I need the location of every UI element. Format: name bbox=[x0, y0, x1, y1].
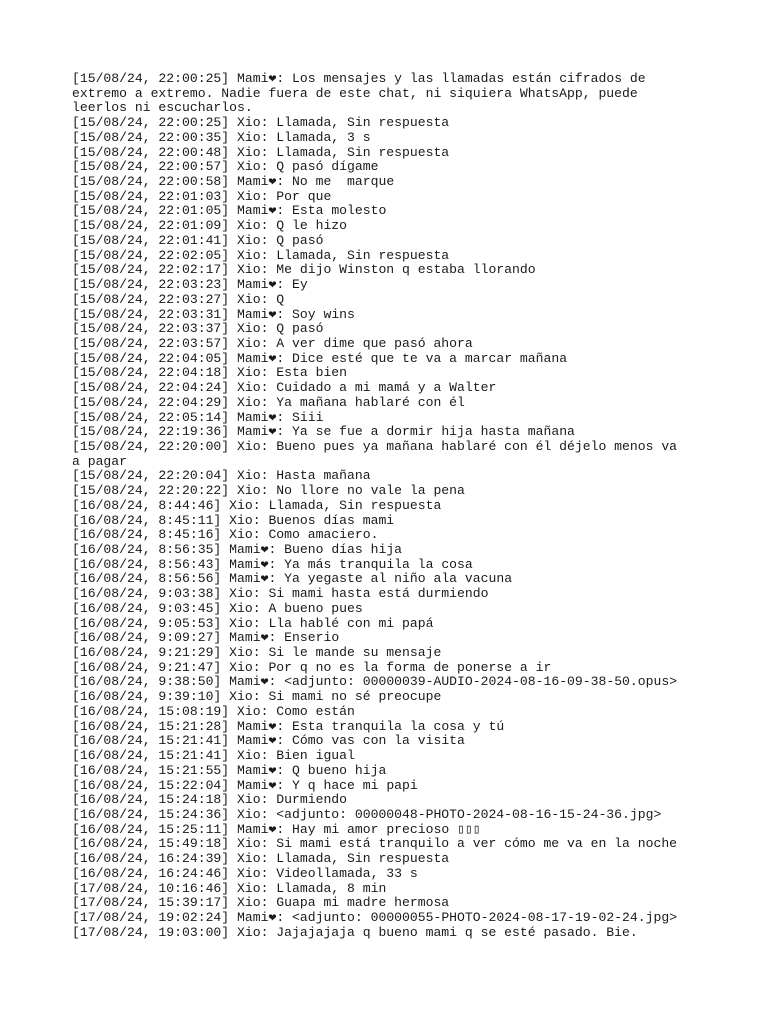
chat-message-line: [16/08/24, 15:24:18] Xio: Durmiendo bbox=[72, 792, 348, 808]
chat-message-line: [16/08/24, 8:56:56] Mami❤: Ya yegaste al niño ala vacuna bbox=[72, 571, 513, 587]
chat-message-line: [16/08/24, 8:45:11] Xio: Buenos días mami bbox=[72, 512, 395, 528]
chat-message-line: [16/08/24, 9:03:45] Xio: A bueno pues bbox=[72, 600, 363, 616]
chat-message-line: [16/08/24, 9:21:29] Xio: Si le mande su mensaje bbox=[72, 645, 442, 661]
chat-message-line: [16/08/24, 8:45:16] Xio: Como amaciero. bbox=[72, 527, 379, 543]
chat-message-line: [16/08/24, 8:56:43] Mami❤: Ya más tranquila la cosa bbox=[72, 556, 473, 572]
chat-message-line: [15/08/24, 22:20:00] Xio: Bueno pues ya mañana hablaré con él déjelo menos va a pagar bbox=[72, 438, 685, 469]
chat-message-line: [16/08/24, 15:25:11] Mami❤: Hay mi amor precioso ▯▯▯ bbox=[72, 821, 481, 837]
chat-message-line: [16/08/24, 15:24:36] Xio: <adjunto: 00000048-PHOTO-2024-08-16-15-24-36.jpg> bbox=[72, 806, 662, 822]
chat-message-line: [15/08/24, 22:02:05] Xio: Llamada, Sin respuesta bbox=[72, 247, 450, 263]
chat-message-line: [16/08/24, 9:38:50] Mami❤: <adjunto: 00000039-AUDIO-2024-08-16-09-38-50.opus> bbox=[72, 674, 678, 690]
chat-message-line: [16/08/24, 15:08:19] Xio: Como están bbox=[72, 703, 355, 719]
chat-message-line: [15/08/24, 22:03:57] Xio: A ver dime que pasó ahora bbox=[72, 335, 473, 351]
chat-message-line: [17/08/24, 15:39:17] Xio: Guapa mi madre hermosa bbox=[72, 895, 450, 911]
chat-message-line: [15/08/24, 22:01:41] Xio: Q pasó bbox=[72, 232, 324, 248]
chat-message-line: [15/08/24, 22:02:17] Xio: Me dijo Winston q estaba llorando bbox=[72, 262, 536, 278]
chat-message-line: [16/08/24, 15:21:55] Mami❤: Q bueno hija bbox=[72, 762, 387, 778]
chat-message-line: [17/08/24, 19:02:24] Mami❤: <adjunto: 00000055-PHOTO-2024-08-17-19-02-24.jpg> bbox=[72, 909, 678, 925]
chat-message-line: [15/08/24, 22:20:04] Xio: Hasta mañana bbox=[72, 468, 371, 484]
chat-message-line: [15/08/24, 22:04:24] Xio: Cuidado a mi mamá y a Walter bbox=[72, 380, 497, 396]
chat-message-line: [15/08/24, 22:19:36] Mami❤: Ya se fue a dormir hija hasta mañana bbox=[72, 424, 575, 440]
chat-message-line: [16/08/24, 16:24:39] Xio: Llamada, Sin respuesta bbox=[72, 851, 450, 867]
chat-message-line: [16/08/24, 9:03:38] Xio: Si mami hasta está durmiendo bbox=[72, 586, 489, 602]
chat-message-line: [16/08/24, 15:21:41] Xio: Bien igual bbox=[72, 748, 355, 764]
chat-message-line: [15/08/24, 22:01:05] Mami❤: Esta molesto bbox=[72, 203, 387, 219]
chat-message-line: [16/08/24, 9:21:47] Xio: Por q no es la forma de ponerse a ir bbox=[72, 659, 552, 675]
chat-message-line: [16/08/24, 15:49:18] Xio: Si mami está tranquilo a ver cómo me va en la noche bbox=[72, 836, 678, 852]
chat-message-line: [15/08/24, 22:03:23] Mami❤: Ey bbox=[72, 277, 308, 293]
chat-message-line: [15/08/24, 22:00:57] Xio: Q pasó dígame bbox=[72, 159, 379, 175]
chat-message-line: [15/08/24, 22:01:09] Xio: Q le hizo bbox=[72, 218, 348, 234]
chat-message-line: [15/08/24, 22:05:14] Mami❤: Siii bbox=[72, 409, 324, 425]
chat-message-line: [16/08/24, 9:05:53] Xio: Lla hablé con mi papá bbox=[72, 615, 434, 631]
chat-message-line: [15/08/24, 22:04:29] Xio: Ya mañana hablaré con él bbox=[72, 394, 465, 410]
chat-message-line: [15/08/24, 22:00:35] Xio: Llamada, 3 s bbox=[72, 129, 371, 145]
chat-message-line: [15/08/24, 22:04:18] Xio: Esta bien bbox=[72, 365, 348, 381]
chat-message-line: [15/08/24, 22:03:31] Mami❤: Soy wins bbox=[72, 306, 355, 322]
chat-message-line: [17/08/24, 10:16:46] Xio: Llamada, 8 min bbox=[72, 880, 387, 896]
chat-transcript bbox=[72, 72, 692, 940]
chat-message-line: [15/08/24, 22:03:27] Xio: Q bbox=[72, 291, 285, 307]
chat-message-line: [15/08/24, 22:04:05] Mami❤: Dice esté que te va a marcar mañana bbox=[72, 350, 568, 366]
chat-message-line: [16/08/24, 8:56:35] Mami❤: Bueno días hija bbox=[72, 542, 403, 557]
chat-message-line: [16/08/24, 15:21:41] Mami❤: Cómo vas con la visita bbox=[72, 733, 465, 749]
chat-message-line: [15/08/24, 22:00:48] Xio: Llamada, Sin respuesta bbox=[72, 144, 450, 160]
chat-message-line: [15/08/24, 22:00:25] Xio: Llamada, Sin respuesta bbox=[72, 115, 450, 131]
chat-message-line: [17/08/24, 19:03:00] Xio: Jajajajaja q bueno mami q se esté pasado. Bie. bbox=[72, 924, 638, 940]
chat-message-line: [16/08/24, 16:24:46] Xio: Videollamada, 33 s bbox=[72, 865, 418, 881]
chat-message-line: [16/08/24, 9:39:10] Xio: Si mami no sé preocupe bbox=[72, 689, 442, 705]
chat-message-line: [16/08/24, 8:44:46] Xio: Llamada, Sin respuesta bbox=[72, 497, 442, 513]
chat-message-line: [16/08/24, 9:09:27] Mami❤: Enserio bbox=[72, 630, 340, 646]
chat-message-line: [16/08/24, 15:22:04] Mami❤: Y q hace mi papi bbox=[72, 777, 418, 793]
chat-message-line: [15/08/24, 22:00:25] Mami❤: Los mensajes y las llamadas están cifrados de extremo a extremo. Nadie fuera de este chat, ni siquiera WhatsApp, puede leerlos ni escucharlos. bbox=[72, 71, 654, 116]
chat-message-line: [15/08/24, 22:03:37] Xio: Q pasó bbox=[72, 321, 324, 337]
chat-message-line: [15/08/24, 22:20:22] Xio: No llore no vale la pena bbox=[72, 483, 465, 499]
chat-message-line: [16/08/24, 15:21:28] Mami❤: Esta tranquila la cosa y tú bbox=[72, 718, 505, 734]
chat-message-line: [15/08/24, 22:00:58] Mami❤: No me marque bbox=[72, 174, 395, 190]
chat-message-line: [15/08/24, 22:01:03] Xio: Por que bbox=[72, 188, 332, 204]
